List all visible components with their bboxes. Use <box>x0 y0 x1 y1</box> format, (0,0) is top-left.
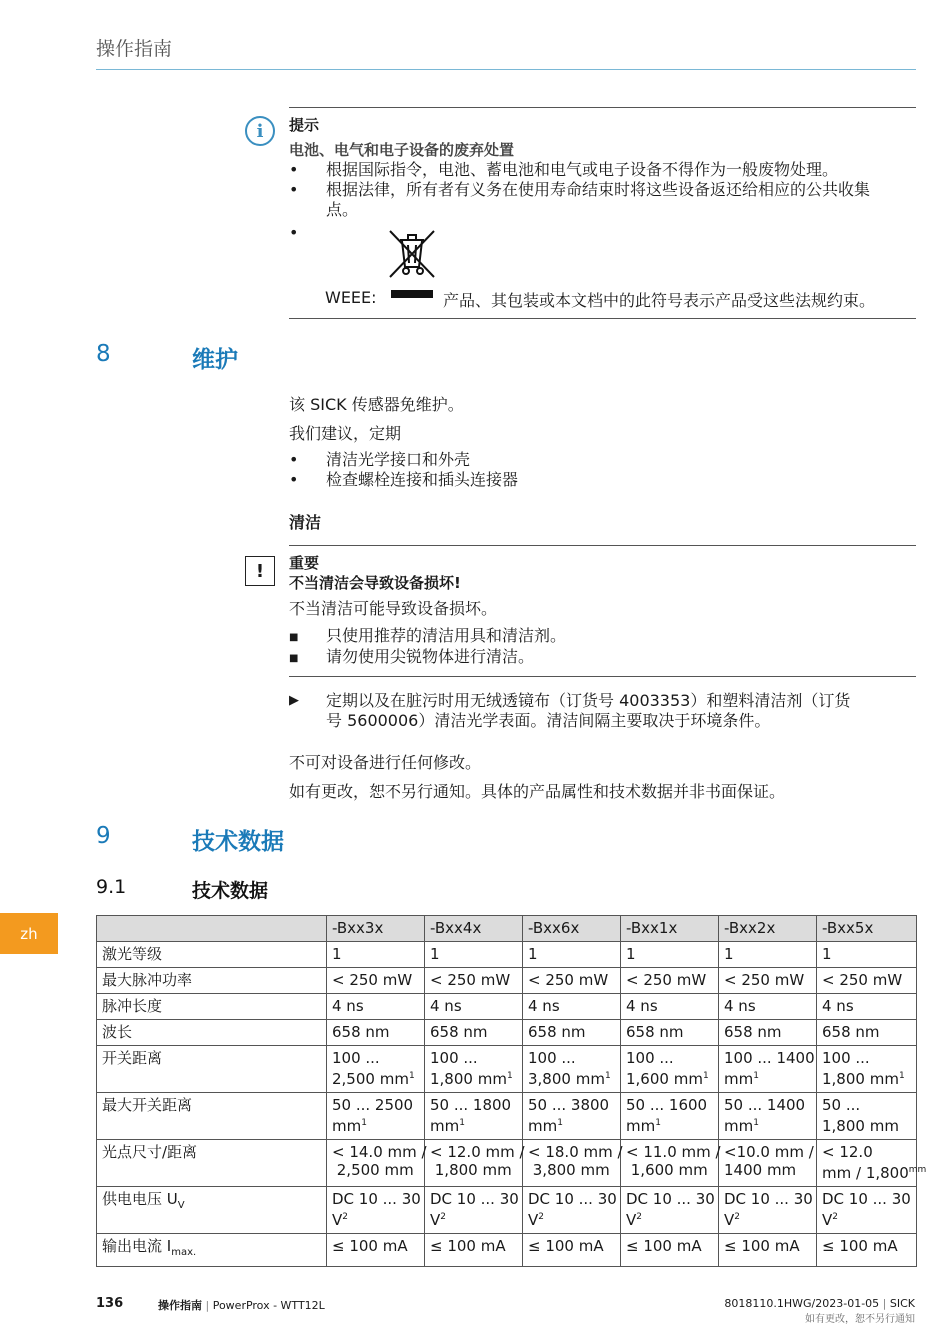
footer-brand: SICK <box>889 1297 915 1310</box>
table-cell: 100 ... 1400 $mm^1$ <box>719 1046 817 1093</box>
no-modification-paragraph: 不可对设备进行任何修改。 <box>289 753 482 772</box>
weee-bin-icon <box>386 227 438 279</box>
section-9-number: 9 <box>96 823 111 849</box>
table-cell: 50 ... 1800 $mm^1$ <box>425 1093 523 1140</box>
table-cell: 4 ns <box>621 994 719 1020</box>
table-row <box>97 1020 917 1046</box>
table-row <box>97 994 917 1020</box>
table-cell: 1 <box>719 942 817 968</box>
important-top-rule <box>289 545 916 546</box>
section-8-title: 维护 <box>192 347 238 373</box>
footer-notice: 如有更改，恕不另行通知 <box>805 1314 915 1325</box>
row-label: 供电电压 $U_V$ <box>97 1187 327 1234</box>
row-label: 开关距离 <box>97 1046 327 1093</box>
table-row <box>97 942 917 968</box>
table-cell: 4 ns <box>719 994 817 1020</box>
table-cell: 100 ... 1,600 $mm^1$ <box>621 1046 719 1093</box>
table-cell: 658 nm <box>817 1020 917 1046</box>
footer-doc-title: 操作指南 <box>158 1299 202 1312</box>
exclamation-icon: ! <box>245 556 275 586</box>
row-label: 脉冲长度 <box>97 994 327 1020</box>
footer-code: 8018110.1HWG/2023-01-05 | SICK <box>724 1297 915 1310</box>
table-cell: 1 <box>523 942 621 968</box>
running-header-title: 操作指南 <box>96 38 173 60</box>
table-cell: 100 ... 1,800 $mm^1$ <box>817 1046 917 1093</box>
table-cell: 50 ... 3800 $mm^1$ <box>523 1093 621 1140</box>
row-label: 激光等级 <box>97 942 327 968</box>
column-header: -Bxx4x <box>425 916 523 942</box>
maintenance-paragraph: 该 SICK 传感器免维护。 <box>289 395 464 414</box>
weee-bar-symbol <box>391 290 433 298</box>
table-cell: 50 ... 1600 $mm^1$ <box>621 1093 719 1140</box>
row-label: 输出电流 $I_{max.}$ <box>97 1234 327 1267</box>
important-heading: 重要 <box>289 554 320 572</box>
footer-doc-code: 8018110.1HWG/2023-01-05 <box>724 1297 880 1310</box>
disclaimer-paragraph: 如有更改，恕不另行通知。具体的产品属性和技术数据并非书面保证。 <box>289 782 786 801</box>
note-bullet: • 根据国际指令，电池、蓄电池和电气或电子设备不得作为一般废物处理。 <box>289 160 839 179</box>
table-cell: 1 <box>817 942 917 968</box>
table-row <box>97 968 917 994</box>
table-cell: < 250 mW <box>425 968 523 994</box>
table-cell: 4 ns <box>817 994 917 1020</box>
language-tab: zh <box>0 913 58 954</box>
row-label: 光点尺寸/距离 <box>97 1140 327 1187</box>
important-bullet: ■ 请勿使用尖锐物体进行清洁。 <box>289 647 535 666</box>
table-cell: ≤ 100 mA <box>817 1234 917 1267</box>
table-row <box>97 1234 917 1267</box>
table-cell: < 11.0 mm / 1,600 mm <box>621 1140 719 1187</box>
note-top-rule <box>289 107 916 108</box>
action-step: ▶ 定期以及在脏污时用无绒透镜布（订货号 4003353）和塑料清洁剂（订货 <box>289 691 851 710</box>
column-header: -Bxx5x <box>817 916 917 942</box>
specs-table <box>96 915 927 1267</box>
table-header-row <box>97 916 917 942</box>
table-cell: ≤ 100 mA <box>327 1234 425 1267</box>
column-header: -Bxx1x <box>621 916 719 942</box>
table-cell: ≤ 100 mA <box>425 1234 523 1267</box>
table-cell: 658 nm <box>327 1020 425 1046</box>
table-cell: 50 ... 1400 $mm^1$ <box>719 1093 817 1140</box>
table-cell: 1 <box>327 942 425 968</box>
table-cell: ≤ 100 mA <box>621 1234 719 1267</box>
column-header: -Bxx6x <box>523 916 621 942</box>
table-cell: < 18.0 mm / 3,800 mm <box>523 1140 621 1187</box>
table-cell: 1 <box>425 942 523 968</box>
info-icon: i <box>245 116 275 146</box>
table-cell: ≤ 100 mA <box>719 1234 817 1267</box>
table-cell: < 250 mW <box>719 968 817 994</box>
note-heading: 提示 <box>289 116 320 134</box>
table-row <box>97 1093 917 1140</box>
weee-text: 产品、其包装或本文档中的此符号表示产品受这些法规约束。 <box>443 291 876 310</box>
table-cell: 1 <box>621 942 719 968</box>
page-number: 136 <box>96 1296 124 1311</box>
section-8-number: 8 <box>96 341 111 367</box>
table-cell: < 250 mW <box>523 968 621 994</box>
header-divider <box>96 69 916 70</box>
table-cell: < 12.0 mm / 1,800 mm <box>425 1140 523 1187</box>
table-row <box>97 1140 917 1187</box>
column-header: -Bxx3x <box>327 916 425 942</box>
table-cell: DC 10 ... 30 $V^2$ <box>425 1187 523 1234</box>
section-9-1-number: 9.1 <box>96 876 127 898</box>
action-step-continuation: 号 5600006）清洁光学表面。清洁间隔主要取决于环境条件。 <box>326 711 771 730</box>
recommend-paragraph: 我们建议，定期 <box>289 424 402 443</box>
section-9-title: 技术数据 <box>192 829 284 855</box>
table-row <box>97 1046 917 1093</box>
table-cell: 658 nm <box>621 1020 719 1046</box>
note-bullet: • 根据法律，所有者有义务在使用寿命结束时将这些设备返还给相应的公共收集 <box>289 180 871 199</box>
table-cell: DC 10 ... 30 $V^2$ <box>621 1187 719 1234</box>
cleaning-heading: 清洁 <box>289 513 322 532</box>
maintenance-bullet: • 检查螺栓连接和插头连接器 <box>289 470 519 489</box>
row-label: 最大脉冲功率 <box>97 968 327 994</box>
column-header: -Bxx2x <box>719 916 817 942</box>
table-cell: 4 ns <box>425 994 523 1020</box>
table-cell: 100 ... 1,800 $mm^1$ <box>425 1046 523 1093</box>
table-cell: 658 nm <box>523 1020 621 1046</box>
table-cell: 100 ... 3,800 $mm^1$ <box>523 1046 621 1093</box>
table-cell: 658 nm <box>719 1020 817 1046</box>
table-cell: < 250 mW <box>327 968 425 994</box>
table-cell: 50 ... 2500 $mm^1$ <box>327 1093 425 1140</box>
table-cell: < 250 mW <box>817 968 917 994</box>
table-cell: DC 10 ... 30 $V^2$ <box>327 1187 425 1234</box>
table-cell: DC 10 ... 30 $V^2$ <box>523 1187 621 1234</box>
table-cell: 50 ... 1,800 mm <box>817 1093 917 1140</box>
table-cell: DC 10 ... 30 $V^2$ <box>719 1187 817 1234</box>
table-cell: 4 ns <box>523 994 621 1020</box>
important-text: 不当清洁可能导致设备损坏。 <box>289 599 498 618</box>
important-bullet: ■ 只使用推荐的清洁用具和清洁剂。 <box>289 626 567 645</box>
footer-doc-info: 操作指南 | PowerProx - WTT12L <box>158 1299 325 1312</box>
table-cell: 4 ns <box>327 994 425 1020</box>
table-header-blank <box>97 916 327 942</box>
important-bottom-rule <box>289 676 916 677</box>
row-label: 波长 <box>97 1020 327 1046</box>
table-cell: 100 ... 2,500 $mm^1$ <box>327 1046 425 1093</box>
maintenance-bullet: • 清洁光学接口和外壳 <box>289 450 471 469</box>
note-bottom-rule <box>289 318 916 319</box>
important-subheading: 不当清洁会导致设备损坏! <box>289 574 461 592</box>
note-subheading: 电池、电气和电子设备的废弃处置 <box>289 141 515 159</box>
table-cell: <10.0 mm / 1400 mm <box>719 1140 817 1187</box>
footer-product: PowerProx - WTT12L <box>212 1299 325 1312</box>
table-cell: < 12.0 mm / $1,800^{mm}$ <box>817 1140 917 1187</box>
table-cell: ≤ 100 mA <box>523 1234 621 1267</box>
table-cell: < 14.0 mm / 2,500 mm <box>327 1140 425 1187</box>
row-label: 最大开关距离 <box>97 1093 327 1140</box>
weee-label: WEEE: <box>325 288 377 307</box>
note-bullet-continuation: 点。 <box>326 200 359 219</box>
table-row <box>97 1187 917 1234</box>
table-cell: DC 10 ... 30 $V^2$ <box>817 1187 917 1234</box>
section-9-1-title: 技术数据 <box>192 880 269 902</box>
table-cell: 658 nm <box>425 1020 523 1046</box>
table-cell: < 250 mW <box>621 968 719 994</box>
